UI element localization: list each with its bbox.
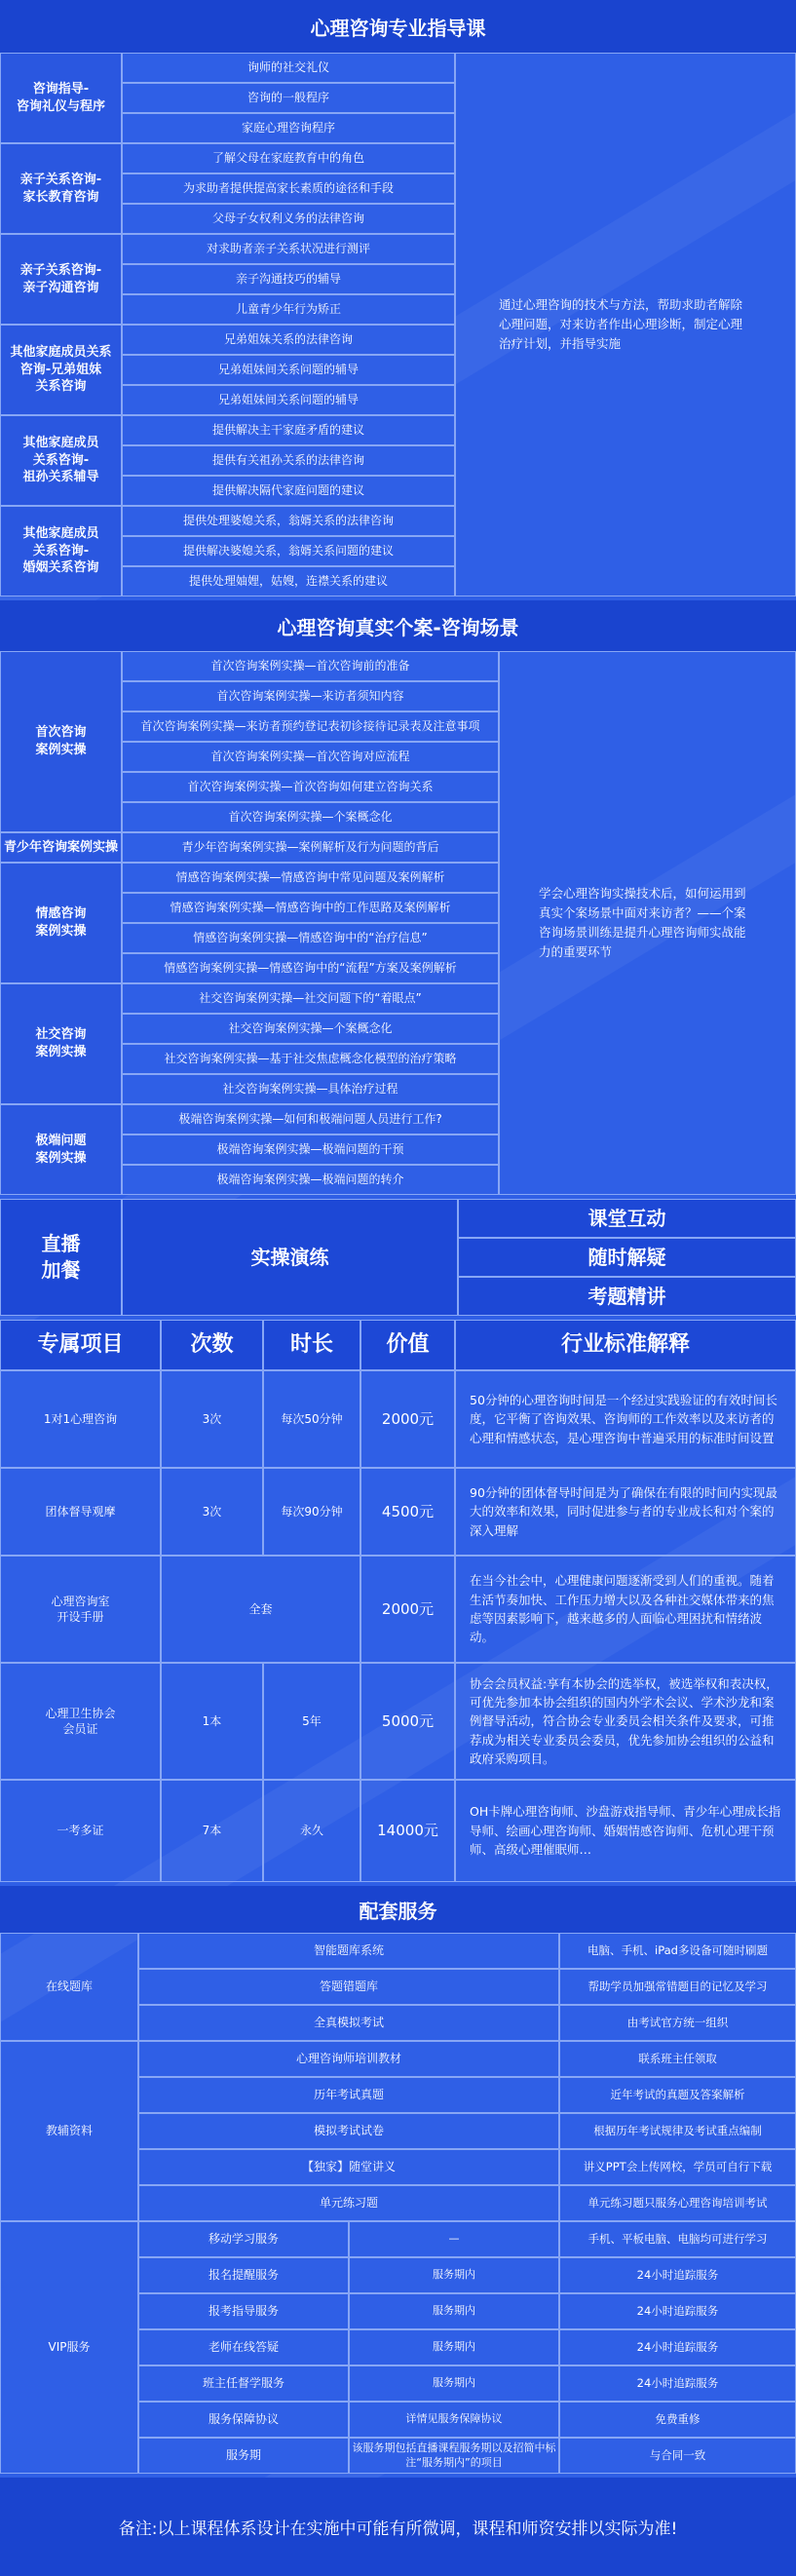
s2-item: 首次咨询案例实操—首次咨询如何建立咨询关系 [122, 772, 499, 802]
service-period: 服务期内 [349, 2293, 559, 2329]
s2-item: 首次咨询案例实操—来访者预约登记表初诊接待记录表及注意事项 [122, 711, 499, 742]
s1-item: 了解父母在家庭教育中的角色 [122, 143, 455, 173]
s2-item: 情感咨询案例实操—情感咨询中常见问题及案例解析 [122, 863, 499, 893]
bonus-name: 一考多证 [0, 1780, 161, 1882]
service-note: 近年考试的真题及答案解析 [559, 2077, 796, 2113]
s2-category: 青少年咨询案例实操 [0, 832, 122, 863]
bonus-name: 1对1心理咨询 [0, 1370, 161, 1468]
s1-item: 亲子沟通技巧的辅导 [122, 264, 455, 294]
service-item: 全真模拟考试 [138, 2005, 559, 2041]
s1-item: 提供解决婆媳关系，翁婿关系问题的建议 [122, 536, 455, 566]
service-note: 由考试官方统一组织 [559, 2005, 796, 2041]
s1-item: 咨询的一般程序 [122, 83, 455, 113]
bonus-desc: 50分钟的心理咨询时间是一个经过实践验证的有效时间长度，它平衡了咨询效果、咨询师的工作效率以及来访者的心理和情感状态，是心理咨询中普遍采用的标准时间设置 [455, 1370, 796, 1468]
s2-item: 社交咨询案例实操—基于社交焦虑概念化模型的治疗策略 [122, 1044, 499, 1074]
s1-category: 其他家庭成员关系 咨询-兄弟姐妹 关系咨询 [0, 325, 122, 415]
s1-item: 为求助者提供提高家长素质的途径和手段 [122, 173, 455, 204]
service-note: 单元练习题只服务心理咨询培训考试 [559, 2185, 796, 2221]
service-note: 24小时追踪服务 [559, 2293, 796, 2329]
bonus-header: 行业标准解释 [455, 1320, 796, 1370]
live-right-item: 考题精讲 [458, 1277, 796, 1316]
footer-note: 备注:以上课程体系设计在实施中可能有所微调，课程和师资安排以实际为准! [0, 2478, 796, 2576]
service-note: 电脑、手机、iPad多设备可随时刷题 [559, 1933, 796, 1969]
section1-title: 心理咨询专业指导课 [0, 0, 796, 53]
s1-item: 提供处理婆媳关系，翁婿关系的法律咨询 [122, 506, 455, 536]
bonus-count: 1本 [161, 1663, 263, 1780]
service-item: 答题错题库 [138, 1969, 559, 2005]
s1-category: 亲子关系咨询- 亲子沟通咨询 [0, 234, 122, 325]
service-period: — [349, 2221, 559, 2257]
service-item: 报名提醒服务 [138, 2257, 349, 2293]
service-item: 智能题库系统 [138, 1933, 559, 1969]
s2-category: 首次咨询 案例实操 [0, 651, 122, 832]
service-item: 历年考试真题 [138, 2077, 559, 2113]
service-note: 24小时追踪服务 [559, 2329, 796, 2365]
bonus-desc: 90分钟的团体督导时间是为了确保在有限的时间内实现最大的效率和效果，同时促进参与者的专业成长和对个案的深入理解 [455, 1468, 796, 1556]
service-item: 心理咨询师培训教材 [138, 2041, 559, 2077]
service-note: 24小时追踪服务 [559, 2365, 796, 2402]
s1-item: 家庭心理咨询程序 [122, 113, 455, 143]
live-right-item: 课堂互动 [458, 1199, 796, 1238]
s1-category: 其他家庭成员 关系咨询- 祖孙关系辅导 [0, 415, 122, 506]
bonus-count: 3次 [161, 1370, 263, 1468]
service-item: 【独家】随堂讲义 [138, 2149, 559, 2185]
service-period: 详情见服务保障协议 [349, 2402, 559, 2438]
section2-title: 心理咨询真实个案-咨询场景 [0, 600, 796, 651]
service-item: 模拟考试试卷 [138, 2113, 559, 2149]
s2-category: 社交咨询 案例实操 [0, 983, 122, 1104]
service-note: 手机、平板电脑、电脑均可进行学习 [559, 2221, 796, 2257]
bonus-value: 2000元 [360, 1556, 455, 1663]
bonus-header: 专属项目 [0, 1320, 161, 1370]
bonus-value: 4500元 [360, 1468, 455, 1556]
s1-item: 提供解决主干家庭矛盾的建议 [122, 415, 455, 445]
s2-item: 极端咨询案例实操—极端问题的干预 [122, 1134, 499, 1165]
s2-item: 青少年咨询案例实操—案例解析及行为问题的背后 [122, 832, 499, 863]
bonus-duration: 5年 [263, 1663, 360, 1780]
s1-item: 父母子女权利义务的法律咨询 [122, 204, 455, 234]
bonus-name: 心理卫生协会 会员证 [0, 1663, 161, 1780]
s1-item: 兄弟姐妹关系的法律咨询 [122, 325, 455, 355]
s2-item: 情感咨询案例实操—情感咨询中的“治疗信息” [122, 923, 499, 953]
service-category: VIP服务 [0, 2221, 138, 2474]
service-period: 服务期内 [349, 2257, 559, 2293]
s2-item: 首次咨询案例实操—来访者须知内容 [122, 681, 499, 711]
s1-item: 儿童青少年行为矫正 [122, 294, 455, 325]
s1-item: 对求助者亲子关系状况进行测评 [122, 234, 455, 264]
bonus-duration: 每次90分钟 [263, 1468, 360, 1556]
s1-item: 询师的社交礼仪 [122, 53, 455, 83]
service-note: 联系班主任领取 [559, 2041, 796, 2077]
service-note: 与合同一致 [559, 2438, 796, 2474]
s2-item: 首次咨询案例实操—首次咨询对应流程 [122, 742, 499, 772]
s1-item: 兄弟姐妹间关系问题的辅导 [122, 355, 455, 385]
bonus-count: 7本 [161, 1780, 263, 1882]
s1-item: 提供解决隔代家庭问题的建议 [122, 476, 455, 506]
s2-item: 社交咨询案例实操—具体治疗过程 [122, 1074, 499, 1104]
service-note: 免费重修 [559, 2402, 796, 2438]
service-note: 根据历年考试规律及考试重点编制 [559, 2113, 796, 2149]
service-item: 移动学习服务 [138, 2221, 349, 2257]
service-period: 服务期内 [349, 2329, 559, 2365]
s1-category: 咨询指导- 咨询礼仪与程序 [0, 53, 122, 143]
bonus-count: 3次 [161, 1468, 263, 1556]
bonus-desc: OH卡牌心理咨询师、沙盘游戏指导师、青少年心理成长指导师、绘画心理咨询师、婚姻情感咨询师、危机心理干预师、高级心理催眠师… [455, 1780, 796, 1882]
service-item: 报考指导服务 [138, 2293, 349, 2329]
s2-item: 首次咨询案例实操—首次咨询前的准备 [122, 651, 499, 681]
s2-item: 社交咨询案例实操—社交问题下的“着眼点” [122, 983, 499, 1014]
live-mid: 实操演练 [122, 1199, 458, 1316]
live-right-item: 随时解疑 [458, 1238, 796, 1277]
s1-item: 提供处理妯娌，姑嫂，连襟关系的建议 [122, 566, 455, 596]
bonus-count: 全套 [161, 1556, 360, 1663]
bonus-value: 2000元 [360, 1370, 455, 1468]
bonus-header: 价值 [360, 1320, 455, 1370]
s2-category: 极端问题 案例实操 [0, 1104, 122, 1195]
s2-category: 情感咨询 案例实操 [0, 863, 122, 983]
bonus-value: 14000元 [360, 1780, 455, 1882]
bonus-name: 心理咨询室 开设手册 [0, 1556, 161, 1663]
s1-category: 亲子关系咨询- 家长教育咨询 [0, 143, 122, 234]
s2-description: 学会心理咨询实操技术后，如何运用到真实个案场景中面对来访者？——个案咨询场景训练是提升心理咨询师实战能力的重要环节 [499, 651, 796, 1195]
s1-category: 其他家庭成员 关系咨询- 婚姻关系咨询 [0, 506, 122, 596]
service-item: 老师在线答疑 [138, 2329, 349, 2365]
bonus-desc: 在当今社会中，心理健康问题逐渐受到人们的重视。随着生活节奏加快、工作压力增大以及各种社交媒体带来的焦虑等因素影响下，越来越多的人面临心理困扰和情绪波动。 [455, 1556, 796, 1663]
live-left: 直播 加餐 [0, 1199, 122, 1316]
service-period: 该服务期包括直播课程服务期以及招简中标注“服务期内”的项目 [349, 2438, 559, 2474]
bonus-value: 5000元 [360, 1663, 455, 1780]
s1-description: 通过心理咨询的技术与方法，帮助求助者解除心理问题，对来访者作出心理诊断，制定心理治疗计划，并指导实施 [455, 53, 796, 596]
s2-item: 首次咨询案例实操—个案概念化 [122, 802, 499, 832]
bonus-duration: 每次50分钟 [263, 1370, 360, 1468]
service-item: 服务保障协议 [138, 2402, 349, 2438]
service-note: 24小时追踪服务 [559, 2257, 796, 2293]
bonus-desc: 协会会员权益:享有本协会的选举权，被选举权和表决权，可优先参加本协会组织的国内外学术会议、学术沙龙和案例督导活动，符合协会专业委员会相关条件及要求，可推荐成为相关专业委员会委员，优先参加协会组织的公益和政府采购项目。 [455, 1663, 796, 1780]
service-title: 配套服务 [0, 1886, 796, 1933]
service-period: 服务期内 [349, 2365, 559, 2402]
s2-item: 社交咨询案例实操—个案概念化 [122, 1014, 499, 1044]
s2-item: 情感咨询案例实操—情感咨询中的“流程”方案及案例解析 [122, 953, 499, 983]
s1-item: 兄弟姐妹间关系问题的辅导 [122, 385, 455, 415]
s1-item: 提供有关祖孙关系的法律咨询 [122, 445, 455, 476]
service-item: 服务期 [138, 2438, 349, 2474]
service-category: 教辅资料 [0, 2041, 138, 2221]
s2-item: 情感咨询案例实操—情感咨询中的工作思路及案例解析 [122, 893, 499, 923]
s2-item: 极端咨询案例实操—极端问题的转介 [122, 1165, 499, 1195]
bonus-header: 次数 [161, 1320, 263, 1370]
service-item: 单元练习题 [138, 2185, 559, 2221]
service-category: 在线题库 [0, 1933, 138, 2041]
bonus-duration: 永久 [263, 1780, 360, 1882]
bonus-name: 团体督导观摩 [0, 1468, 161, 1556]
bonus-header: 时长 [263, 1320, 360, 1370]
s2-item: 极端咨询案例实操—如何和极端问题人员进行工作? [122, 1104, 499, 1134]
service-note: 讲义PPT会上传网校，学员可自行下载 [559, 2149, 796, 2185]
service-note: 帮助学员加强常错题目的记忆及学习 [559, 1969, 796, 2005]
service-item: 班主任督学服务 [138, 2365, 349, 2402]
